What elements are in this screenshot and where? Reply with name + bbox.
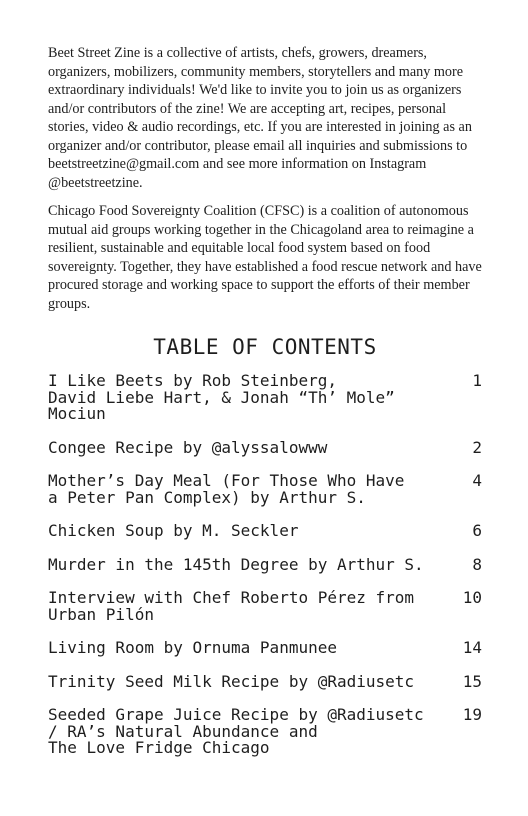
toc-entry xyxy=(48,640,482,657)
toc-entry-title: Seeded Grape Juice Recipe by @Radiusetc / RA’s Natural Abundance and The Love Fridge Chicago xyxy=(48,705,424,757)
toc-entry-title: Trinity Seed Milk Recipe by @Radiusetc xyxy=(48,671,415,691)
table-of-contents xyxy=(48,373,482,757)
toc-entry-page: 15 xyxy=(462,671,482,691)
toc-entry xyxy=(48,523,482,540)
intro-paragraph-cfsc: Chicago Food Sovereignty Coalition (CFSC) is a coalition of autonomous mutual aid groups working together in the Chicagoland area to reimagine a resilient, sustainable and equitable local food system based on food sovereignty. Together, they have established a food rescue network and have procured storage and working space to support the efforts of their member groups. xyxy=(48,203,482,312)
toc-entry-title: Murder in the 145th Degree by Arthur S. xyxy=(48,554,424,574)
toc-entry-title: Chicken Soup by M. Seckler xyxy=(48,521,299,540)
toc-entry-title: Living Room by Ornuma Panmunee xyxy=(48,638,337,657)
toc-entry-title: I Like Beets by Rob Steinberg, David Liebe Hart, & Jonah “Th’ Mole” Mociun xyxy=(48,371,395,423)
toc-entry xyxy=(48,590,482,623)
toc-entry xyxy=(48,554,482,574)
toc-entry xyxy=(48,373,482,423)
toc-entry xyxy=(48,707,482,757)
toc-entry xyxy=(48,473,482,506)
toc-entry-page: 2 xyxy=(472,437,482,457)
toc-entry-page: 1 xyxy=(472,371,482,390)
intro-paragraph-beet-street: Beet Street Zine is a collective of artists, chefs, growers, dreamers, organizers, mobilizers, community members, storytellers and many more extraordinary individuals! We'd like to invite you to join us as organizers and/or contributors of the zine! We are accepting art, recipes, personal stories, video & audio recordings, etc. If you are interested in joining as an organizer and/or contributor, please email all inquiries and submissions to beetstreetzine@gmail.com and see more information on Instagram @beetstreetzine. xyxy=(48,45,472,191)
toc-entry-page: 4 xyxy=(472,471,482,490)
toc-entry-page: 19 xyxy=(462,705,482,724)
toc-entry-page: 14 xyxy=(462,638,482,657)
toc-entry-title: Congee Recipe by @alyssalowww xyxy=(48,437,328,457)
toc-entry-page: 10 xyxy=(462,588,482,607)
zine-page xyxy=(48,44,482,774)
toc-title: TABLE OF CONTENTS xyxy=(153,335,377,359)
toc-entry-page: 8 xyxy=(472,554,482,574)
toc-entry-page: 6 xyxy=(472,521,482,540)
toc-entry xyxy=(48,671,482,691)
toc-entry-title: Interview with Chef Roberto Pérez from Urban Pilón xyxy=(48,588,415,624)
toc-entry-title: Mother’s Day Meal (For Those Who Have a Peter Pan Complex) by Arthur S. xyxy=(48,471,405,507)
toc-entry xyxy=(48,437,482,457)
